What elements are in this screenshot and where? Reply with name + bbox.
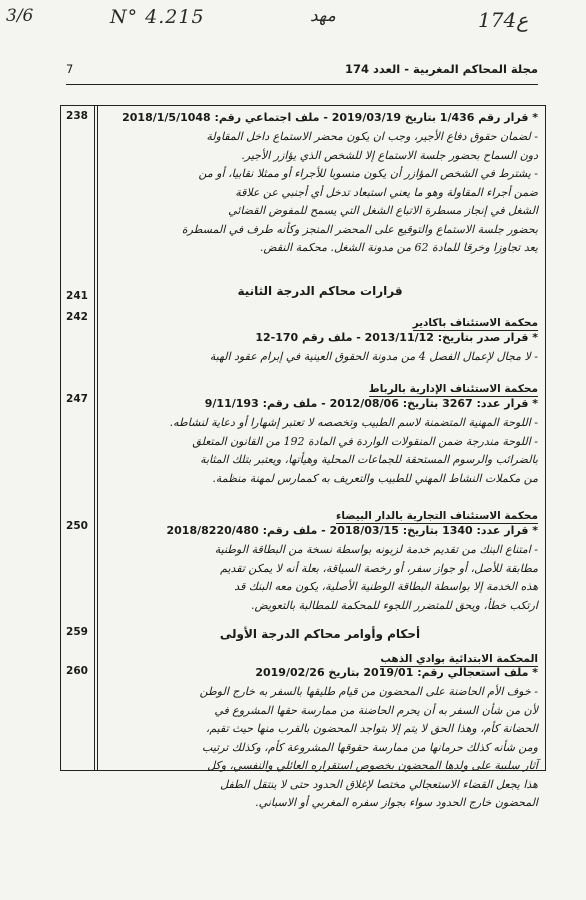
court-heading: المحكمة الابتدائية بوادي الذهب	[380, 653, 538, 665]
decision-heading: * ملف استعجالي رقم: 2019/01 بتاريخ 2019/02/26	[255, 666, 538, 679]
section-heading: أحكام وأوامر محاكم الدرجة الأولى	[219, 627, 421, 641]
decision-body	[102, 414, 538, 488]
decision-body	[102, 541, 538, 615]
body-line: من مكملات النشاط المهني للطبيب والتعريف به كممارس لمهنة منظمة.	[212, 471, 538, 485]
ref-number: 259	[66, 626, 88, 638]
court-heading: محكمة الاستئناف باكادير	[412, 317, 538, 329]
body-line: بحضور جلسة الاستماع والتوقيع على المحضر المنجز وكأنه طرف في المسطرة	[181, 222, 538, 236]
ref-number: 238	[66, 110, 88, 122]
handwritten-note-middle2: مهد	[310, 6, 336, 26]
court-heading: محكمة الاستئناف التجارية بالدار البيضاء	[336, 510, 538, 522]
body-line: - يشترط في الشخص المؤازر أن يكون منسوبا للأجراء أو ممثلا نقابيا، أو من	[198, 167, 538, 180]
ref-number: 260	[66, 665, 88, 677]
body-line: - لضمان حقوق دفاع الأجير، وجب ان يكون محضر الاستماع داخل المقاولة	[206, 130, 538, 143]
body-line: مطابقة للأصل، أو جواز سفر، أو رخصة السياقة، بعلة أنه لا يمكن تقديم	[220, 561, 538, 575]
decision-heading: * قرار صدر بتاريخ: 2013/11/12 - ملف رقم 170-12	[255, 331, 538, 344]
page-header	[66, 62, 538, 84]
court-heading-wrap	[102, 647, 538, 666]
body-line: المحضون خارج الحدود سواء بجواز سفره المغربي أو الاسباني.	[255, 796, 538, 809]
margin-rule-inner	[97, 105, 98, 771]
decision-heading: * قرار عدد: 3267 بتاريخ: 2012/08/06 - ملف رقم: 9/11/193	[204, 397, 538, 410]
handwritten-note-middle: N° 4.215	[110, 6, 205, 28]
body-line: دون السماح بحضور جلسة الاستماع إلا للشخص الذي يؤازر الأجير.	[241, 148, 538, 162]
body-line: الشغل في إنجاز مسطرة الاتباع الشغل التي يسمح للمفوض القضائي	[228, 204, 538, 217]
body-line: هذا يجعل القضاء الاستعجالي مختصا لإغلاق الحدود حتى لا ينتقل الطفل	[220, 777, 538, 791]
decision-body	[102, 683, 538, 813]
ref-number: 250	[66, 520, 88, 532]
page-number: 7	[66, 62, 74, 76]
body-line: - امتناع البنك من تقديم خدمة لزبونه بواسطة نسخة من البطاقة الوطنية	[214, 543, 538, 556]
court-heading-wrap	[102, 504, 538, 523]
body-line: هذه الخدمة إلا بواسطة البطاقة الوطنية الأصلية، يكون معه البنك قد	[234, 580, 538, 593]
decision-body	[102, 128, 538, 258]
body-line: ارتكب خطأ، ويحق للمتضرر اللجوء للمحكمة للمطالبة بالتعويض.	[251, 598, 538, 612]
ref-number: 242	[66, 311, 88, 323]
body-line: يعد تجاوزا وخرقا للمادة 62 من مدونة الشغل. محكمة النقض.	[259, 241, 538, 254]
header-rule	[66, 84, 538, 85]
handwritten-note-right: 174ع	[478, 8, 529, 32]
body-line: - اللوحة مندرجة ضمن المنقولات الواردة في المادة 192 من القانون المتعلق	[192, 434, 538, 448]
journal-title: مجلة المحاكم المغربية - العدد 174	[344, 62, 538, 76]
decision-heading: * قرار رقم 1/436 بتاريخ 2019/03/19 - ملف اجتماعي رقم: 2018/1/5/1048	[122, 111, 538, 124]
body-line: - خوف الأم الحاضنة على المحضون من قيام طليقها بالسفر به خارج الوطن	[199, 685, 538, 698]
body-line: آثار سلبية على ولدها المحضون بخصوص استقراره العائلي والنفسي، وكل	[207, 759, 538, 772]
body-line: - لا مجال لإعمال الفصل 4 من مدونة الحقوق العينية في إبرام عقود الهبة	[209, 350, 538, 363]
body-line: ضمن أجراء المقاولة وهو ما يعني استبعاد تدخل أي أجنبي عن علاقة	[235, 185, 538, 199]
court-heading-wrap	[102, 311, 538, 330]
section-heading: قرارات محاكم الدرجة الثانية	[237, 284, 403, 298]
ref-number: 247	[66, 393, 88, 405]
court-heading-wrap	[102, 377, 538, 396]
body-line: لأن من شأن السفر به أن يحرم الحاضنة من ممارسة حقها المشروع في	[214, 703, 538, 717]
body-line: الحضانة كأم، وهذا الحق لا يتم إلا بتواجد المحضون بالقرب منها حيث تقيم،	[205, 722, 538, 735]
handwritten-note-left: 3/6	[6, 6, 34, 26]
ref-number: 241	[66, 290, 88, 302]
body-line: ومن شأنه كذلك حرمانها من ممارسة حقوقها المشروعة كأم، وكذلك ترتيب	[202, 740, 538, 754]
body-line: - اللوحة المهنية المتضمنة لاسم الطبيب وتخصصه لا تعتبر إشهارا أو دعاية لنشاطه.	[169, 416, 538, 429]
decision-body	[102, 348, 538, 367]
body-line: بالضرائب والرسوم المستحقة للجماعات المحلية وهيأتها، ويعتبر بتلك المثابة	[200, 453, 538, 466]
margin-rule	[94, 105, 95, 771]
court-heading: محكمة الاستئناف الإدارية بالرباط	[368, 383, 538, 395]
decision-heading: * قرار عدد: 1340 بتاريخ: 2018/03/15 - ملف رقم: 2018/8220/480	[166, 524, 538, 537]
